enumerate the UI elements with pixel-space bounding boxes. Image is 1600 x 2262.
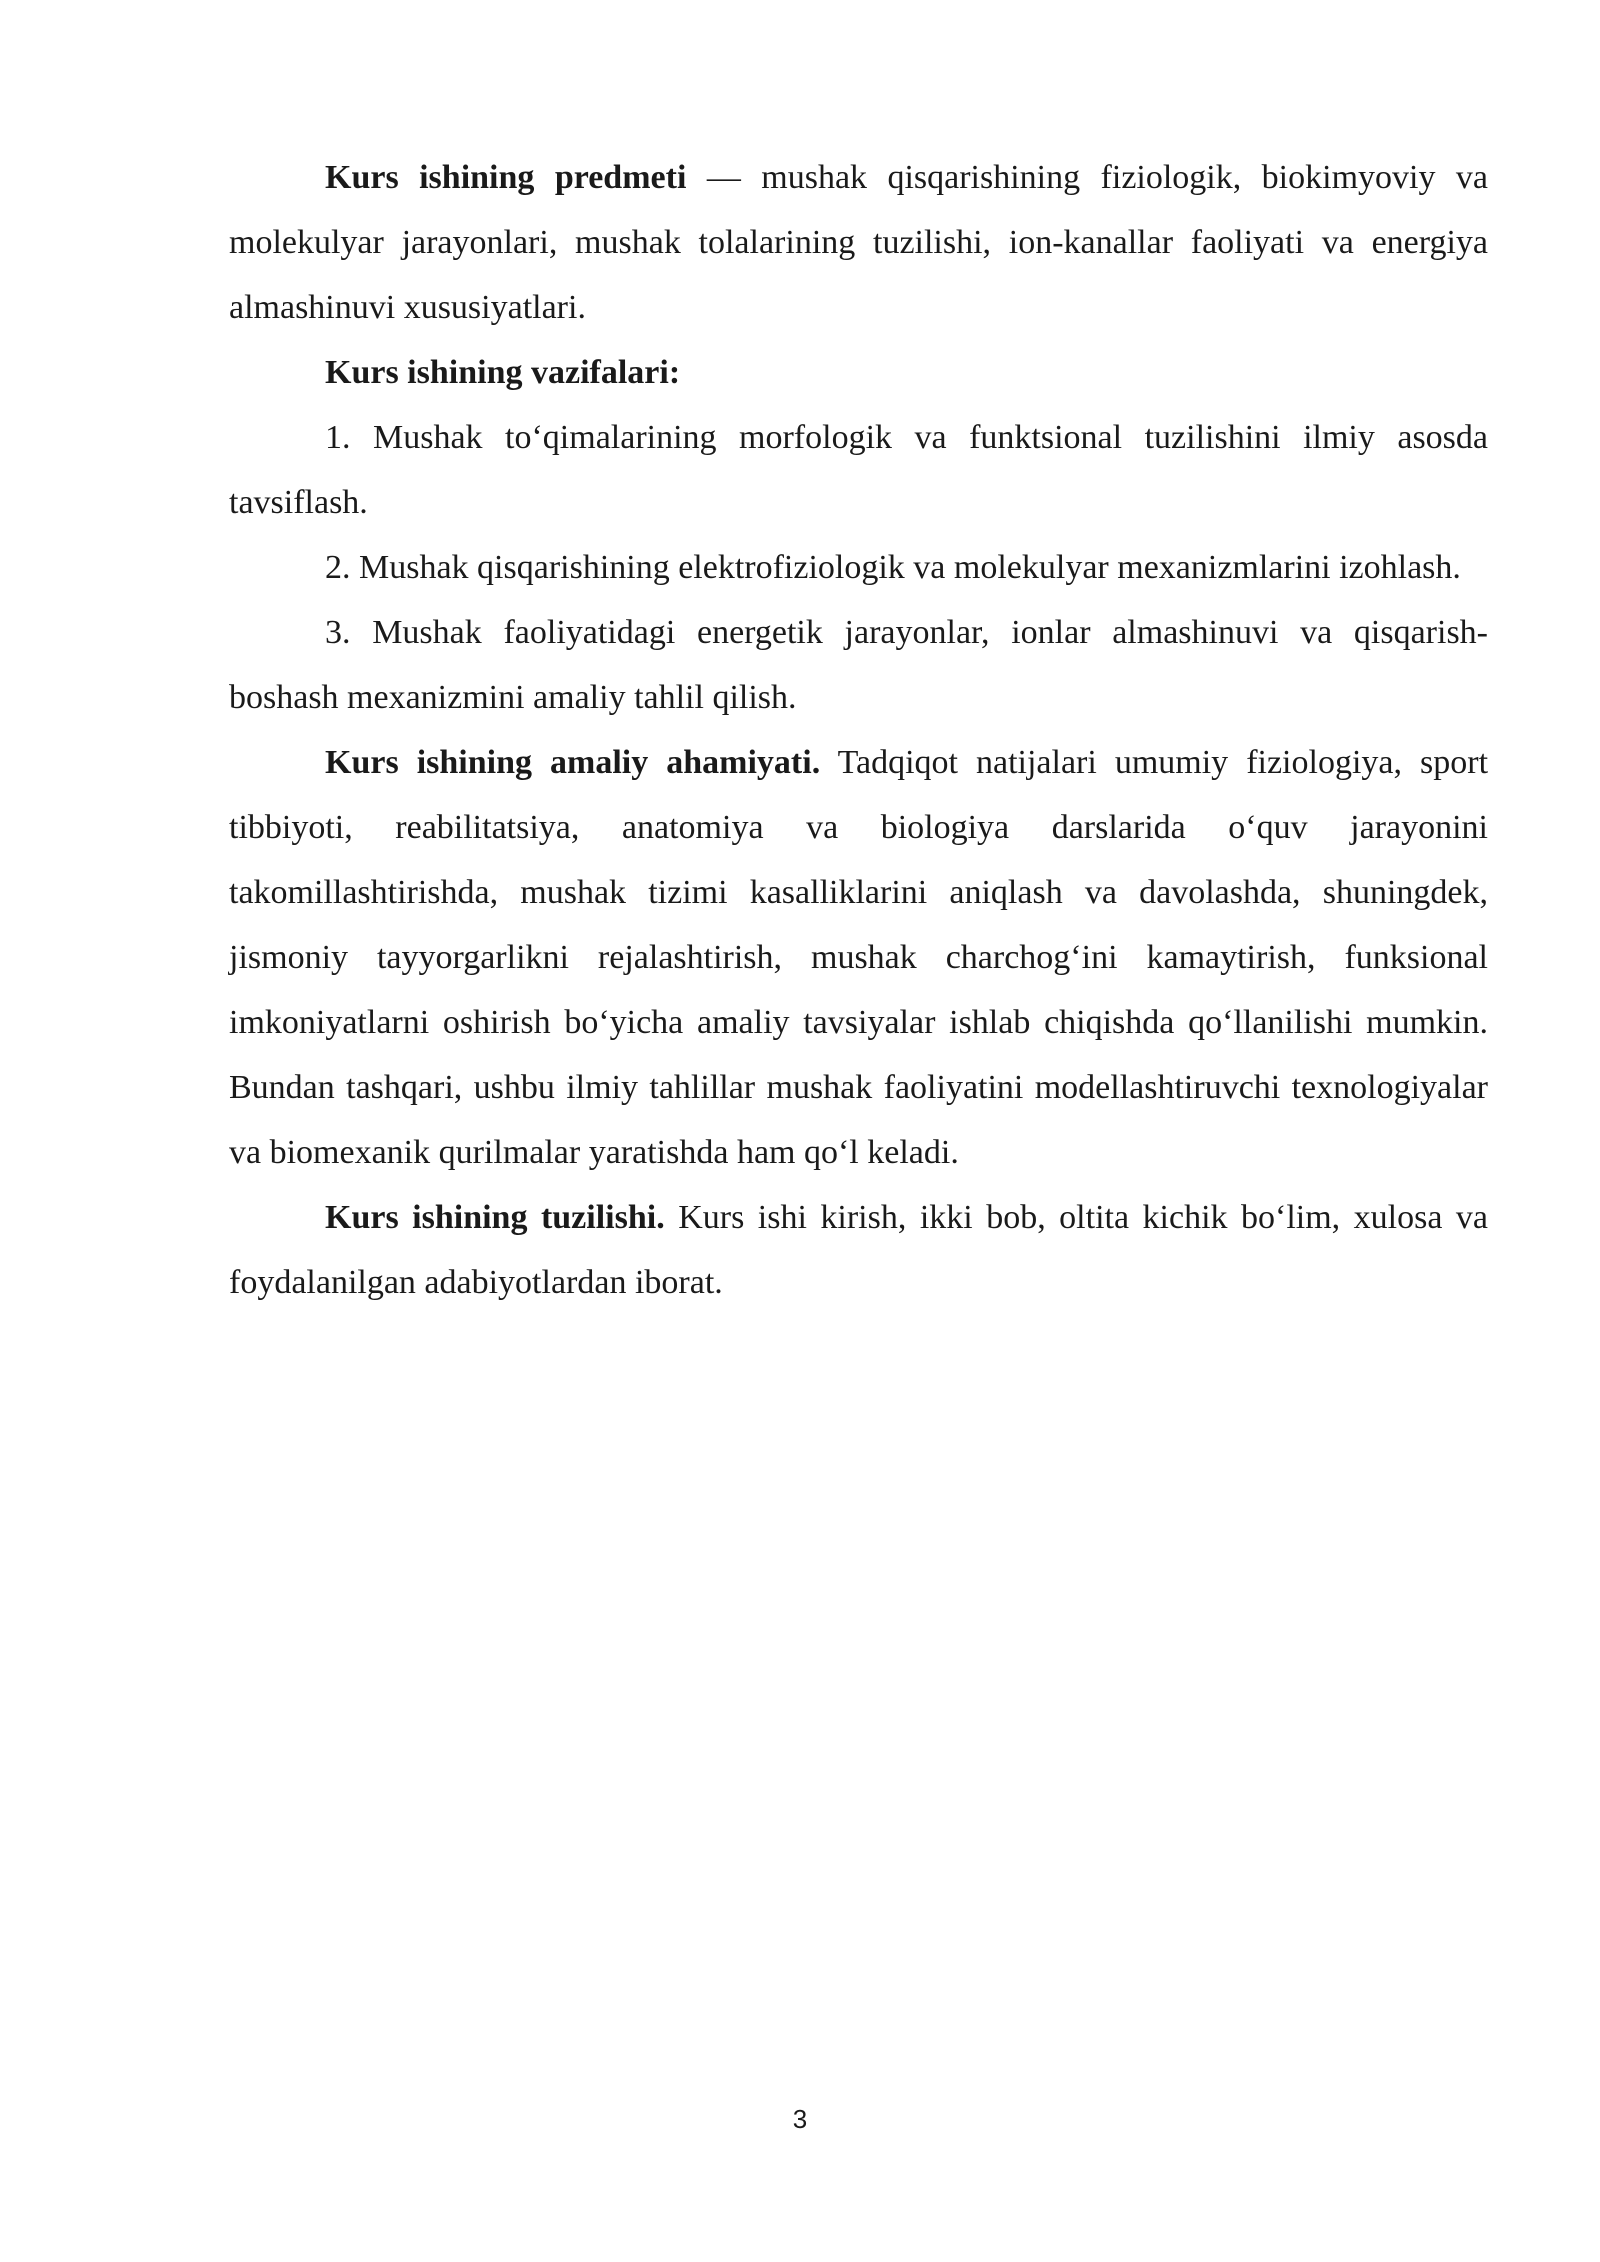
paragraph-subject — [229, 145, 1488, 340]
page-body — [229, 145, 1488, 1315]
paragraph-practical-significance — [229, 730, 1488, 1185]
page-number: 3 — [792, 2104, 808, 2134]
practical-significance-heading: Kurs ishining amaliy ahamiyati. — [325, 744, 821, 781]
structure-heading: Kurs ishining tuzilishi. — [325, 1199, 665, 1236]
task-1-text: 1. Mushak to‘qimalarining morfologik va funktsional tuzilishini ilmiy asosda tavsiflash. — [229, 419, 1488, 521]
paragraph-task-3 — [229, 600, 1488, 730]
subject-text: — mushak qisqarishining fiziologik, biokimyoviy va molekulyar jarayonlari, mushak tolalarining tuzilishi, ion-kanallar faoliyati va energiya almashinuvi xususiyatlari. — [229, 159, 1488, 326]
paragraph-structure — [229, 1185, 1488, 1315]
subject-heading: Kurs ishining predmeti — [325, 159, 687, 196]
task-2-text: 2. Mushak qisqarishining elektrofiziologik va molekulyar mexanizmlarini izohlash. — [325, 549, 1461, 586]
paragraph-task-2 — [229, 535, 1488, 600]
structure-text: Kurs ishi kirish, ikki bob, oltita kichik bo‘lim, xulosa va foydalanilgan adabiyotlardan iborat. — [229, 1199, 1488, 1301]
practical-significance-text: Tadqiqot natijalari umumiy fiziologiya, sport tibbiyoti, reabilitatsiya, anatomiya va biologiya darslarida o‘quv jarayonini takomillashtirishda, mushak tizimi kasalliklarini aniqlash va davolashda, shuningdek, jismoniy tayyorgarlikni rejalashtirish, mushak charchog‘ini kamaytirish, funksional imkoniyatlarni oshirish bo‘yicha amaliy tavsiyalar ishlab chiqishda qo‘llanilishi mumkin. Bundan tashqari, ushbu ilmiy tahlillar mushak faoliyatini modellashtiruvchi texnologiyalar va biomexanik qurilmalar yaratishda ham qo‘l keladi. — [229, 744, 1489, 1171]
paragraph-task-1 — [229, 405, 1488, 535]
paragraph-tasks-heading — [229, 340, 1488, 405]
tasks-heading: Kurs ishining vazifalari: — [325, 354, 681, 391]
task-3-text: 3. Mushak faoliyatidagi energetik jarayonlar, ionlar almashinuvi va qisqarish-boshash mexanizmini amaliy tahlil qilish. — [229, 614, 1488, 716]
